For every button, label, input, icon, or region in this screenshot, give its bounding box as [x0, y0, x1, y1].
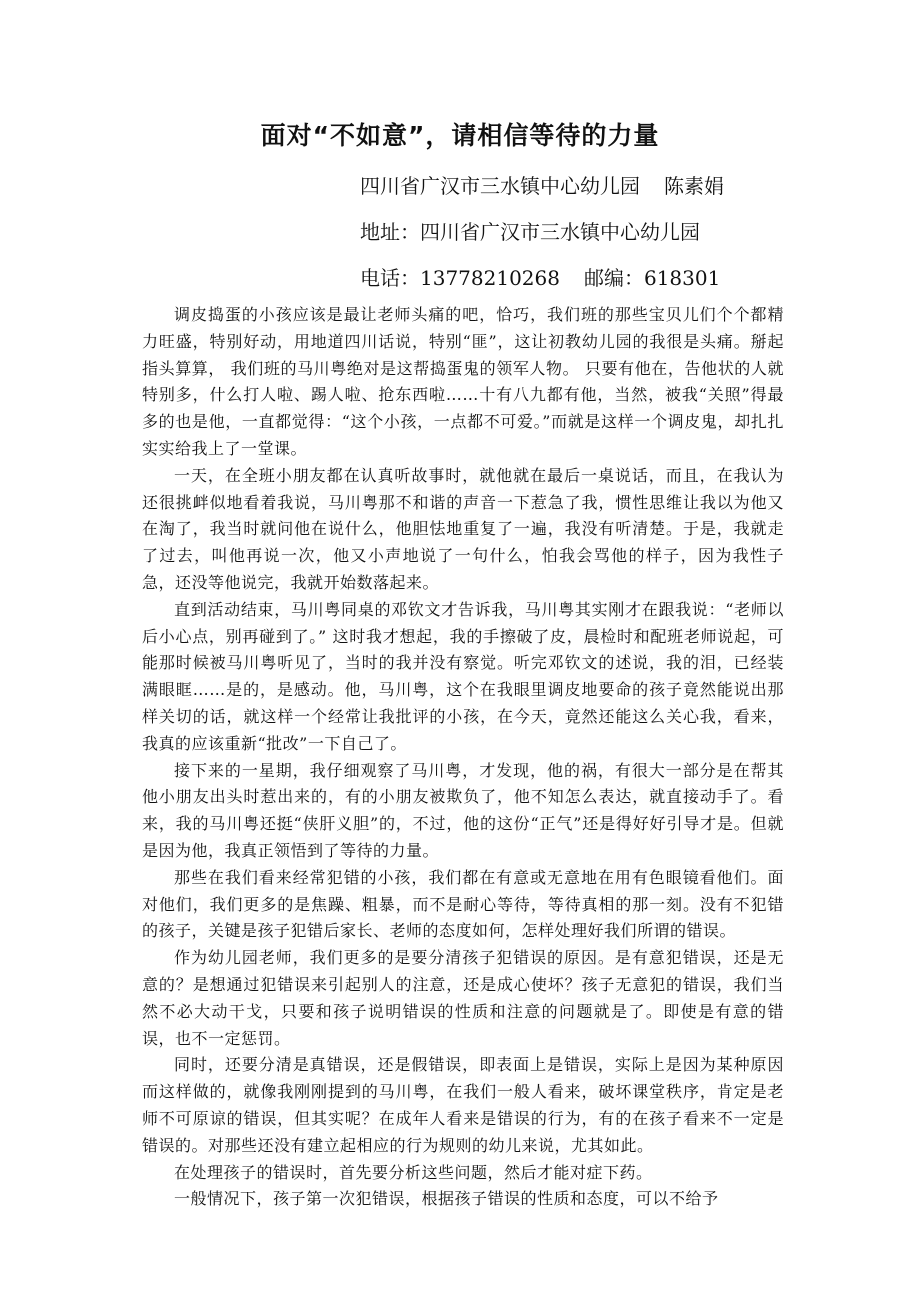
essay-body — [142, 302, 784, 1213]
contact-line — [360, 262, 720, 291]
paragraph: 那些在我们看来经常犯错的小孩，我们都在有意或无意地在用有色眼镜看他们。面对他们，我们更多的是焦躁、粗暴，而不是耐心等待，等待真相的那一刻。没有不犯错的孩子，关键是孩子犯错后家长、老师的态度如何，怎样处理好我们所谓的错误。 — [142, 867, 784, 941]
paragraph: 作为幼儿园老师，我们更多的是要分清孩子犯错误的原因。是有意犯错误，还是无意的？是想通过犯错误来引起别人的注意，还是成心使坏？孩子无意犯的错误，我们当然不必大动干戈，只要和孩子说明错误的性质和注意的问题就是了。即使是有意的错误，也不一定惩罚。 — [142, 948, 784, 1048]
document-title: 面对“不如意”，请相信等待的力量 — [260, 121, 660, 150]
paragraph: 一般情况下，孩子第一次犯错误，根据孩子错误的性质和态度，可以不给予 — [174, 1189, 719, 1209]
phone-number: 电话：13778210268 — [360, 266, 560, 290]
paragraph: 同时，还要分清是真错误，还是假错误，即表面上是错误，实际上是因为某种原因而这样做的，就像我刚刚提到的马川粤，在我们一般人看来，破坏课堂秩序，肯定是老师不可原谅的错误，但其实呢？在成年人看来是错误的行为，有的在孩子看来不一定是错误的。对那些还没有建立起相应的行为规则的幼儿来说，尤其如此。 — [142, 1055, 784, 1155]
paragraph: 调皮捣蛋的小孩应该是最让老师头痛的吧，恰巧，我们班的那些宝贝儿们个个都精力旺盛，特别好动，用地道四川话说，特别“匪”，这让初教幼儿园的我很是头痛。掰起指头算算， 我们班的马川粤绝对是这帮捣蛋鬼的领军人物。 只要有他在，告他状的人就特别多，什么打人啦、踢人啦、抢东西啦……十有八九都有他，当然，被我“关照”得最多的也是他，一直都觉得：“这个小孩，一点都不可爱。”而就是这样一个调皮鬼，却扎扎实实给我上了一堂课。 — [142, 305, 784, 458]
author-affiliation: 四川省广汉市三水镇中心幼儿园 — [360, 174, 640, 198]
paragraph: 直到活动结束，马川粤同桌的邓钦文才告诉我，马川粤其实刚才在跟我说：“老师以后小心点，别再碰到了。” 这时我才想起，我的手擦破了皮，晨检时和配班老师说起，可能那时候被马川粤听见了，当时的我并没有察觉。听完邓钦文的述说，我的泪，已经装满眼眶……是的，是感动。他，马川粤，这个在我眼里调皮地要命的孩子竟然能说出那样关切的话，就这样一个经常让我批评的小孩，在今天，竟然还能这么关心我，看来，我真的应该重新“批改”一下自己了。 — [142, 599, 784, 753]
paragraph: 在处理孩子的错误时，首先要分析这些问题，然后才能对症下药。 — [174, 1162, 653, 1182]
postcode: 邮编：618301 — [583, 266, 721, 290]
paragraph: 一天，在全班小朋友都在认真听故事时，就他就在最后一桌说话，而且，在我认为还很挑衅似地看着我说，马川粤那不和谐的声音一下惹急了我，惯性思维让我以为他又在淘了，我当时就问他在说什么，他胆怯地重复了一遍，我没有听清楚。于是，我就走了过去，叫他再说一次，他又小声地说了一句什么，怕我会骂他的样子，因为我性子急，还没等他说完，我就开始数落起来。 — [142, 465, 784, 592]
paragraph: 接下来的一星期，我仔细观察了马川粤，才发现，他的祸，有很大一部分是在帮其他小朋友出头时惹出来的，有的小朋友被欺负了，他不知怎么表达，就直接动手了。看来，我的马川粤还挺“侠肝义胆”的，不过，他的这份“正气”还是得好好引导才是。但就是因为他，我真正领悟到了等待的力量。 — [142, 760, 784, 860]
author-name: 陈素娟 — [664, 174, 724, 198]
address-line: 地址：四川省广汉市三水镇中心幼儿园 — [360, 220, 700, 244]
author-line — [360, 170, 724, 199]
